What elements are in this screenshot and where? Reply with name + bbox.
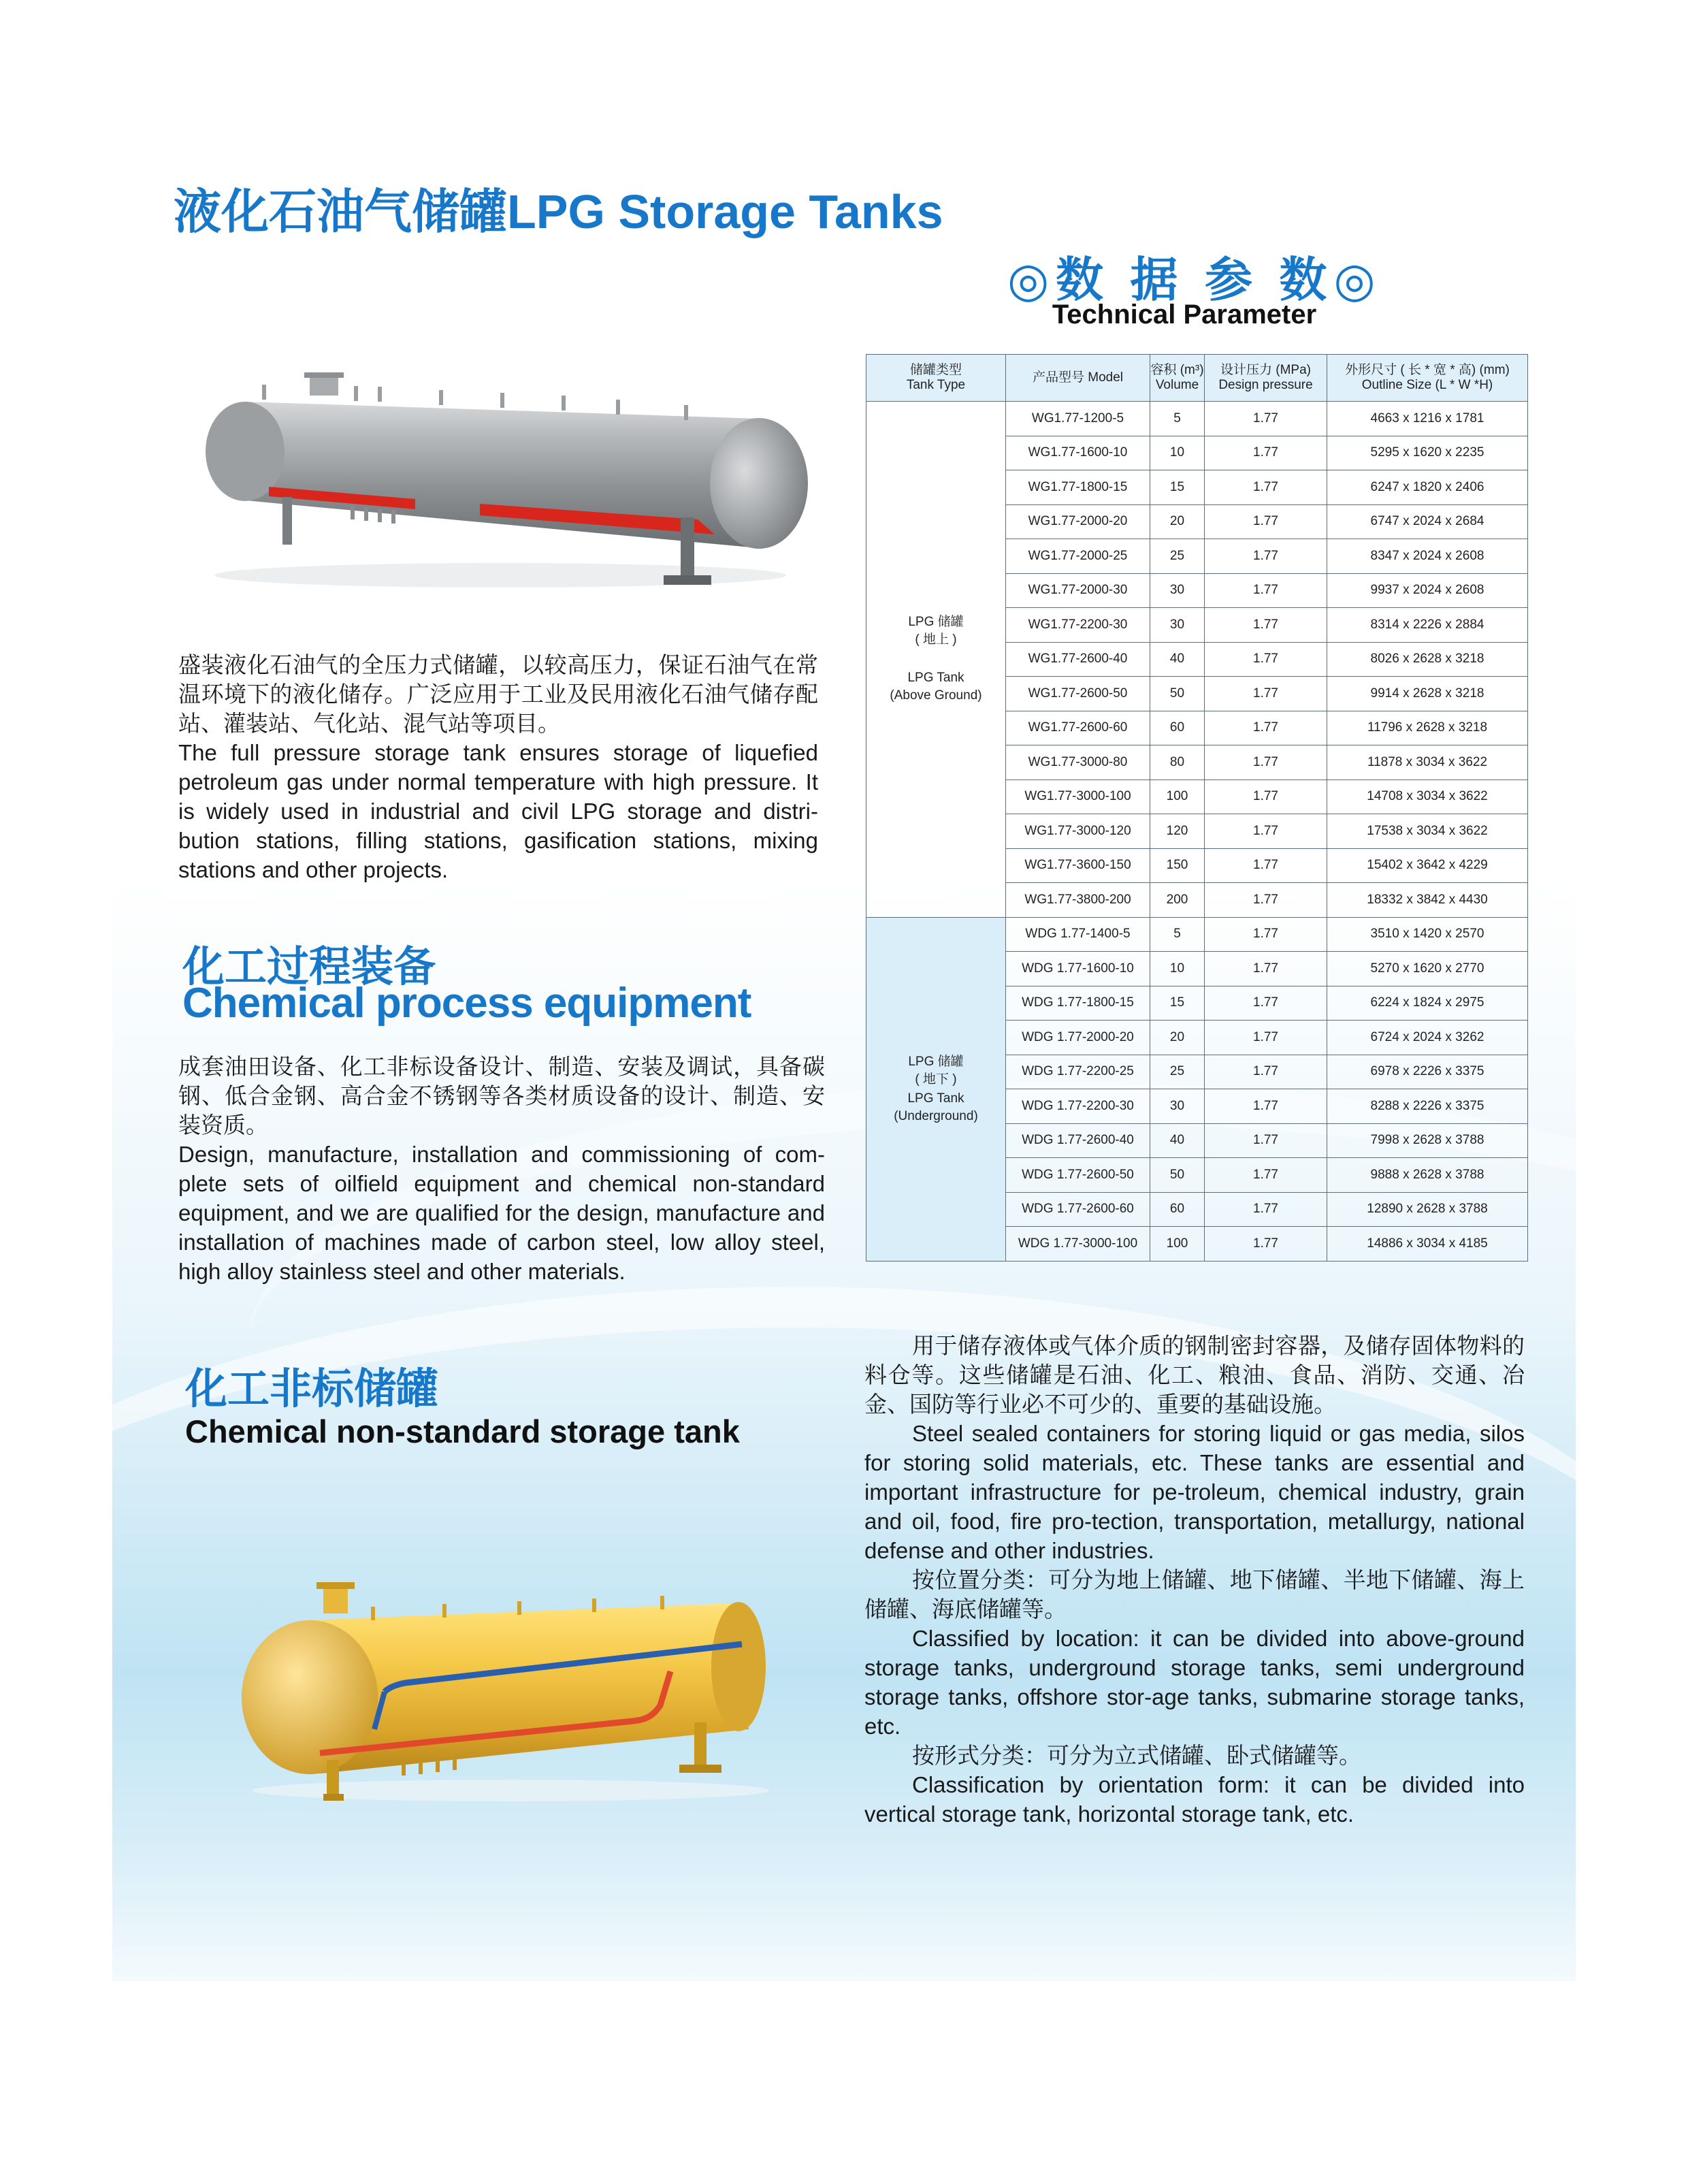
volume-cell: 20 [1150, 1021, 1205, 1055]
outline-size-cell: 4663 x 1216 x 1781 [1327, 402, 1528, 436]
chemical-process-heading-cn: 化工过程装备 [182, 944, 436, 991]
volume-cell: 15 [1150, 470, 1205, 505]
model-cell: WG1.77-3000-80 [1006, 745, 1150, 780]
chemical-process-description [178, 1052, 825, 1286]
pressure-cell: 1.77 [1205, 504, 1327, 539]
pressure-cell: 1.77 [1205, 745, 1327, 780]
nonstandard-p3-cn: 按形式分类：可分为立式储罐、卧式储罐等。 [912, 1743, 1361, 1768]
col-header-volume-en: Volume [1155, 378, 1199, 392]
model-cell: WDG 1.77-2200-30 [1006, 1089, 1150, 1124]
volume-cell: 25 [1150, 1055, 1205, 1089]
volume-cell: 20 [1150, 504, 1205, 539]
tank-type-cell [866, 402, 1006, 918]
volume-cell: 100 [1150, 1227, 1205, 1262]
model-cell: WDG 1.77-2200-25 [1006, 1055, 1150, 1089]
outline-size-cell: 14886 x 3034 x 4185 [1327, 1227, 1528, 1262]
model-cell: WG1.77-1600-10 [1006, 436, 1150, 470]
model-cell: WG1.77-3800-200 [1006, 883, 1150, 918]
pressure-cell: 1.77 [1205, 952, 1327, 986]
col-header-volume [1150, 355, 1205, 402]
pressure-cell: 1.77 [1205, 539, 1327, 574]
outline-size-cell: 6724 x 2024 x 3262 [1327, 1021, 1528, 1055]
outline-size-cell: 11878 x 3034 x 3622 [1327, 745, 1528, 780]
yellow-chemical-tank-image [225, 1566, 783, 1811]
volume-cell: 100 [1150, 780, 1205, 814]
col-header-model-label: 产品型号 Model [1032, 370, 1124, 385]
col-header-volume-cn: 容积 (m³) [1150, 363, 1204, 377]
volume-cell: 60 [1150, 711, 1205, 745]
outline-size-cell: 6978 x 2226 x 3375 [1327, 1055, 1528, 1089]
pressure-cell: 1.77 [1205, 780, 1327, 814]
model-cell: WG1.77-2000-20 [1006, 504, 1150, 539]
volume-cell: 80 [1150, 745, 1205, 780]
tank-type-en: LPG Tank (Above Ground) [890, 671, 982, 703]
outline-size-cell: 9914 x 2628 x 3218 [1327, 677, 1528, 711]
pressure-cell: 1.77 [1205, 436, 1327, 470]
model-cell: WG1.77-1800-15 [1006, 470, 1150, 505]
pressure-cell: 1.77 [1205, 711, 1327, 745]
pressure-cell: 1.77 [1205, 1158, 1327, 1193]
pressure-cell: 1.77 [1205, 1089, 1327, 1124]
above-ground-group [866, 402, 1528, 918]
volume-cell: 10 [1150, 436, 1205, 470]
pressure-cell: 1.77 [1205, 1055, 1327, 1089]
outline-size-cell: 17538 x 3034 x 3622 [1327, 814, 1528, 849]
lpg-description [178, 650, 818, 884]
chemical-process-heading-en: Chemical process equipment [182, 980, 751, 1027]
volume-cell: 30 [1150, 1089, 1205, 1124]
model-cell: WG1.77-3600-150 [1006, 848, 1150, 883]
nonstandard-p1-en: Steel sealed containers for storing liquid or gas media, silos for storing solid materials, etc. These tanks are essential and important infrastructure for pe-troleum, chemical industry, grain and oil, food, fire pro-tection, transportation, metallurgy, national defense and other industries. [864, 1421, 1525, 1563]
tank-type-cn: LPG 储罐 ( 地上 ) [908, 615, 964, 647]
volume-cell: 5 [1150, 917, 1205, 952]
outline-size-cell: 6247 x 1820 x 2406 [1327, 470, 1528, 505]
outline-size-cell: 18332 x 3842 x 4430 [1327, 883, 1528, 918]
pressure-cell: 1.77 [1205, 917, 1327, 952]
outline-size-cell: 9937 x 2024 x 2608 [1327, 573, 1528, 608]
model-cell: WDG 1.77-2600-50 [1006, 1158, 1150, 1193]
volume-cell: 60 [1150, 1192, 1205, 1227]
col-header-outline-size [1327, 355, 1528, 402]
model-cell: WG1.77-2600-40 [1006, 642, 1150, 677]
model-cell: WG1.77-3000-100 [1006, 780, 1150, 814]
tech-param-title-cn: ◎数 据 参 数◎ [1007, 253, 1382, 306]
col-header-size-cn: 外形尺寸 ( 长 * 宽 * 高) (mm) [1345, 363, 1510, 377]
outline-size-cell: 6747 x 2024 x 2684 [1327, 504, 1528, 539]
col-header-model [1006, 355, 1150, 402]
volume-cell: 15 [1150, 986, 1205, 1021]
tank-type-cell [866, 917, 1006, 1261]
pressure-cell: 1.77 [1205, 814, 1327, 849]
outline-size-cell: 12890 x 2628 x 3788 [1327, 1192, 1528, 1227]
page-title: 液化石油气储罐LPG Storage Tanks [174, 185, 943, 238]
col-header-tank-type-en: Tank Type [906, 378, 966, 392]
nonstandard-p2-en: Classified by location: it can be divided into above-ground storage tanks, underground storage tanks, semi underground storage tanks, offshore stor-age tanks, submarine storage tanks, etc. [864, 1626, 1525, 1739]
volume-cell: 150 [1150, 848, 1205, 883]
chemical-process-description-cn: 成套油田设备、化工非标设备设计、制造、安装及调试，具备碳钢、低合金钢、高合金不锈钢等各类材质设备的设计、制造、安装资质。 [178, 1054, 825, 1138]
col-header-pressure [1205, 355, 1327, 402]
volume-cell: 10 [1150, 952, 1205, 986]
outline-size-cell: 9888 x 2628 x 3788 [1327, 1158, 1528, 1193]
model-cell: WG1.77-3000-120 [1006, 814, 1150, 849]
model-cell: WDG 1.77-3000-100 [1006, 1227, 1150, 1262]
technical-parameter-table [866, 354, 1528, 1262]
lpg-description-en: The full pressure storage tank ensures storage of liquefied petroleum gas under normal temperature with high pressure. It is widely used in industrial and civil LPG storage and distri-bution stations, filling stations, gasification stations, mixing stations and other projects. [178, 740, 818, 882]
lpg-description-cn: 盛装液化石油气的全压力式储罐，以较高压力，保证石油气在常温环境下的液化储存。广泛应用于工业及民用液化石油气储存配站、灌装站、气化站、混气站等项目。 [178, 652, 818, 736]
col-header-pressure-cn: 设计压力 (MPa) [1220, 363, 1311, 377]
nonstandard-tank-description [864, 1331, 1525, 1829]
nonstandard-tank-heading-en: Chemical non-standard storage tank [185, 1413, 740, 1449]
pressure-cell: 1.77 [1205, 1227, 1327, 1262]
model-cell: WDG 1.77-1400-5 [1006, 917, 1150, 952]
model-cell: WDG 1.77-2600-60 [1006, 1192, 1150, 1227]
volume-cell: 40 [1150, 1123, 1205, 1158]
outline-size-cell: 14708 x 3034 x 3622 [1327, 780, 1528, 814]
outline-size-cell: 3510 x 1420 x 2570 [1327, 917, 1528, 952]
outline-size-cell: 11796 x 2628 x 3218 [1327, 711, 1528, 745]
tank-type-cn: LPG 储罐 ( 地下 ) [908, 1054, 964, 1087]
chemical-process-description-en: Design, manufacture, installation and commissioning of com-plete sets of oilfield equipment and chemical non-standard equipment, and we are qualified for the design, manufacture and installation of machines made of carbon steel, low alloy steel, high alloy stainless steel and other materials. [178, 1142, 825, 1284]
nonstandard-tank-heading-cn: 化工非标储罐 [185, 1366, 439, 1413]
outline-size-cell: 5295 x 1620 x 2235 [1327, 436, 1528, 470]
tank-type-en: LPG Tank (Underground) [894, 1091, 978, 1123]
model-cell: WG1.77-2200-30 [1006, 608, 1150, 643]
pressure-cell: 1.77 [1205, 402, 1327, 436]
table-header-row [866, 355, 1528, 402]
volume-cell: 30 [1150, 608, 1205, 643]
pressure-cell: 1.77 [1205, 677, 1327, 711]
outline-size-cell: 7998 x 2628 x 3788 [1327, 1123, 1528, 1158]
outline-size-cell: 8347 x 2024 x 2608 [1327, 539, 1528, 574]
nonstandard-p1-cn: 用于储存液体或气体介质的钢制密封容器，及储存固体物料的料仓等。这些储罐是石油、化工、粮油、食品、消防、交通、冶金、国防等行业必不可少的、重要的基础设施。 [864, 1333, 1525, 1417]
outline-size-cell: 8026 x 2628 x 3218 [1327, 642, 1528, 677]
pressure-cell: 1.77 [1205, 883, 1327, 918]
gray-lpg-tank-image [180, 344, 820, 603]
volume-cell: 40 [1150, 642, 1205, 677]
tech-param-title-en: Technical Parameter [1052, 300, 1317, 330]
pressure-cell: 1.77 [1205, 1123, 1327, 1158]
pressure-cell: 1.77 [1205, 642, 1327, 677]
model-cell: WG1.77-2000-25 [1006, 539, 1150, 574]
volume-cell: 120 [1150, 814, 1205, 849]
pressure-cell: 1.77 [1205, 470, 1327, 505]
pressure-cell: 1.77 [1205, 573, 1327, 608]
model-cell: WDG 1.77-2000-20 [1006, 1021, 1150, 1055]
outline-size-cell: 15402 x 3642 x 4229 [1327, 848, 1528, 883]
outline-size-cell: 8288 x 2226 x 3375 [1327, 1089, 1528, 1124]
pressure-cell: 1.77 [1205, 1021, 1327, 1055]
model-cell: WDG 1.77-1800-15 [1006, 986, 1150, 1021]
outline-size-cell: 6224 x 1824 x 2975 [1327, 986, 1528, 1021]
outline-size-cell: 8314 x 2226 x 2884 [1327, 608, 1528, 643]
pressure-cell: 1.77 [1205, 848, 1327, 883]
nonstandard-p3-en: Classification by orientation form: it can be divided into vertical storage tank, horizontal storage tank, etc. [864, 1772, 1525, 1827]
col-header-pressure-en: Design pressure [1218, 378, 1313, 392]
model-cell: WG1.77-1200-5 [1006, 402, 1150, 436]
col-header-tank-type [866, 355, 1006, 402]
volume-cell: 5 [1150, 402, 1205, 436]
outline-size-cell: 5270 x 1620 x 2770 [1327, 952, 1528, 986]
model-cell: WG1.77-2600-50 [1006, 677, 1150, 711]
pressure-cell: 1.77 [1205, 608, 1327, 643]
volume-cell: 30 [1150, 573, 1205, 608]
col-header-tank-type-cn: 储罐类型 [909, 363, 962, 377]
volume-cell: 200 [1150, 883, 1205, 918]
volume-cell: 50 [1150, 677, 1205, 711]
volume-cell: 25 [1150, 539, 1205, 574]
nonstandard-p2-cn: 按位置分类：可分为地上储罐、地下储罐、半地下储罐、海上储罐、海底储罐等。 [864, 1567, 1525, 1622]
table-row [866, 917, 1528, 952]
volume-cell: 50 [1150, 1158, 1205, 1193]
table-row [866, 402, 1528, 436]
model-cell: WG1.77-2600-60 [1006, 711, 1150, 745]
underground-group [866, 917, 1528, 1261]
model-cell: WDG 1.77-1600-10 [1006, 952, 1150, 986]
col-header-size-en: Outline Size (L * W *H) [1361, 378, 1493, 392]
model-cell: WDG 1.77-2600-40 [1006, 1123, 1150, 1158]
model-cell: WG1.77-2000-30 [1006, 573, 1150, 608]
pressure-cell: 1.77 [1205, 1192, 1327, 1227]
pressure-cell: 1.77 [1205, 986, 1327, 1021]
